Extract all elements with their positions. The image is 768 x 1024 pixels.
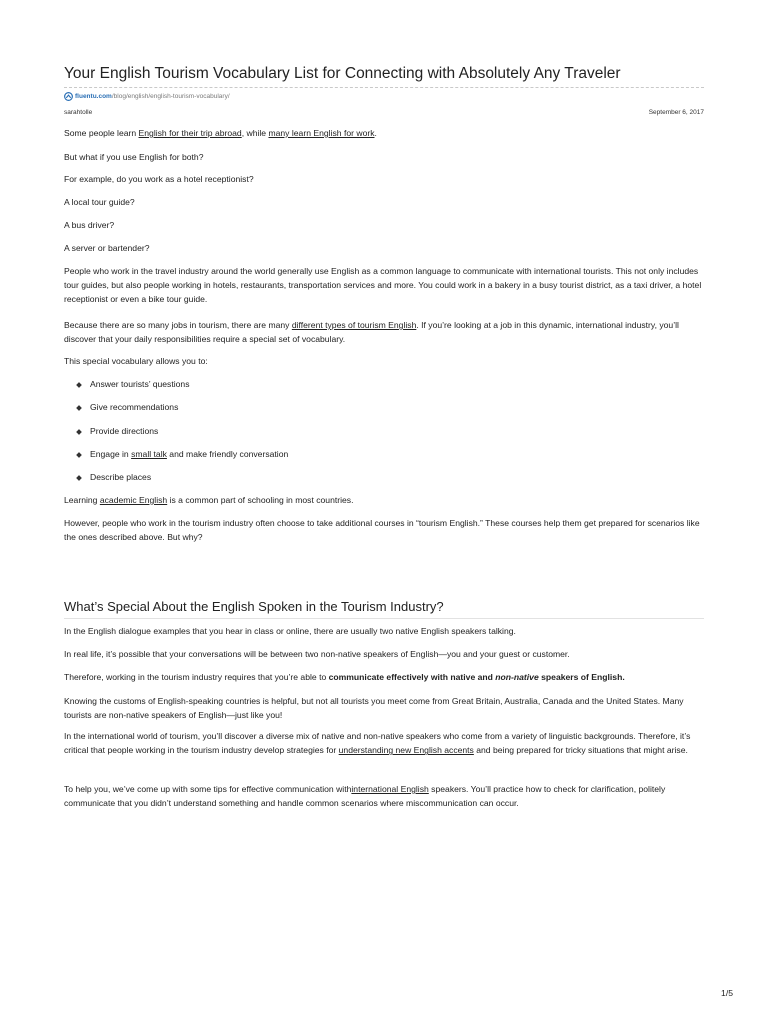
publish-date: September 6, 2017	[648, 109, 704, 116]
emphasis-text: non-native	[495, 672, 539, 682]
paragraph: People who work in the travel industry around the world generally use English as a common language to communicate with international tourists. This not only includes tour guides, but also people working in hotels, restaurants, transportation services and more. You could work in a bakery in a busy tourist district, as a taxi driver, a hotel receptionist or even a bike tour guide.	[64, 266, 702, 305]
author-name: sarahtolle	[64, 109, 93, 116]
bullet-icon	[76, 475, 82, 481]
paragraph-intro	[64, 126, 704, 140]
paragraph	[64, 318, 704, 346]
text: Therefore, working in the tourism industry requires that you’re able to	[64, 672, 329, 682]
link-international-english[interactable]: international English	[351, 784, 429, 794]
text: and make friendly conversation	[166, 448, 289, 459]
title-divider	[64, 87, 704, 88]
text: .	[374, 128, 377, 138]
emphasis-text: communicate effectively with native and	[328, 672, 496, 682]
source-path[interactable]: /blog/english/english-tourism-vocabulary/	[111, 93, 230, 100]
paragraph: In the English dialogue examples that you hear in class or online, there are usually two native English speakers talking.	[64, 626, 516, 636]
list-item	[64, 400, 704, 423]
list-item	[64, 424, 704, 447]
bullet-icon	[76, 429, 82, 435]
link-trip-abroad[interactable]: English for their trip abroad	[138, 128, 242, 138]
paragraph	[64, 670, 704, 684]
paragraph: This special vocabulary allows you to:	[64, 356, 208, 366]
list-item-text: Give recommendations	[90, 402, 179, 413]
emphasis-text: speakers of English.	[538, 672, 625, 682]
link-icon	[64, 92, 73, 101]
list-item	[64, 447, 704, 470]
paragraph: In real life, it’s possible that your conversations will be between two non-native speakers of English—you and your guest or customer.	[64, 649, 570, 659]
list-item	[64, 377, 704, 400]
text: speakers. You’ll practice how to check for clarification, politely communicate that you didn’t understand something and handle common scenarios where miscommunication can occur.	[64, 784, 666, 809]
list-item-text: Answer tourists’ questions	[90, 379, 190, 389]
page-number: 1/5	[721, 988, 733, 998]
byline	[64, 109, 704, 116]
paragraph	[64, 729, 704, 757]
bullet-list	[64, 377, 704, 493]
text: , while	[241, 128, 269, 138]
text: Because there are so many jobs in tourism, there are many	[64, 320, 292, 330]
text: Engage in	[90, 448, 132, 459]
link-academic-english[interactable]: academic English	[99, 495, 168, 505]
paragraph: Knowing the customs of English-speaking countries is helpful, but not all tourists you meet come from Great Britain, Australia, Canada and the United States. Many tourists are non-native speakers of English—just like you!	[64, 696, 684, 721]
text: To help you, we’ve come up with some tips for effective communication with	[64, 784, 352, 794]
list-item-text: Provide directions	[90, 425, 159, 436]
bullet-icon	[76, 452, 82, 458]
paragraph	[64, 493, 704, 507]
paragraph: A bus driver?	[64, 220, 115, 230]
list-item	[64, 470, 704, 493]
list-item-text: Describe places	[90, 472, 152, 483]
link-english-accents[interactable]: understanding new English accents	[338, 745, 474, 756]
text: . If you’re looking at a job in this dynamic, international industry, you’ll discover that your daily responsibilities require a special set of vocabulary.	[64, 320, 679, 345]
source-url[interactable]	[64, 92, 230, 101]
paragraph: A server or bartender?	[64, 243, 150, 253]
paragraph: A local tour guide?	[64, 197, 135, 207]
paragraph: However, people who work in the tourism industry often choose to take additional courses in “tourism English.” These courses help them get prepared for scenarios like the ones described above. But why?	[64, 518, 700, 543]
link-learn-for-work[interactable]: many learn English for work	[268, 128, 375, 138]
paragraph: But what if you use English for both?	[64, 152, 204, 162]
text: and being prepared for tricky situations that might arise.	[473, 745, 688, 756]
bullet-icon	[76, 405, 82, 411]
bullet-icon	[76, 382, 82, 388]
paragraph	[64, 782, 704, 810]
text: is a common part of schooling in most countries.	[167, 495, 354, 505]
text: Some people learn	[64, 128, 139, 138]
paragraph: For example, do you work as a hotel receptionist?	[64, 174, 254, 184]
link-small-talk[interactable]: small talk	[131, 448, 167, 459]
text: In the international world of tourism, you’ll discover a diverse mix of native and non-native speakers who come from a variety of linguistic backgrounds. Therefore, it’s critical that people working in the tourism industry develop strategies for	[64, 731, 691, 756]
section-divider	[64, 618, 704, 619]
link-tourism-english-types[interactable]: different types of tourism English	[291, 320, 417, 330]
page-title: Your English Tourism Vocabulary List for Connecting with Absolutely Any Traveler	[64, 65, 621, 82]
section-heading: What’s Special About the English Spoken in the Tourism Industry?	[64, 599, 444, 614]
source-domain[interactable]: fluentu.com	[75, 93, 112, 100]
text: Learning	[64, 495, 100, 505]
